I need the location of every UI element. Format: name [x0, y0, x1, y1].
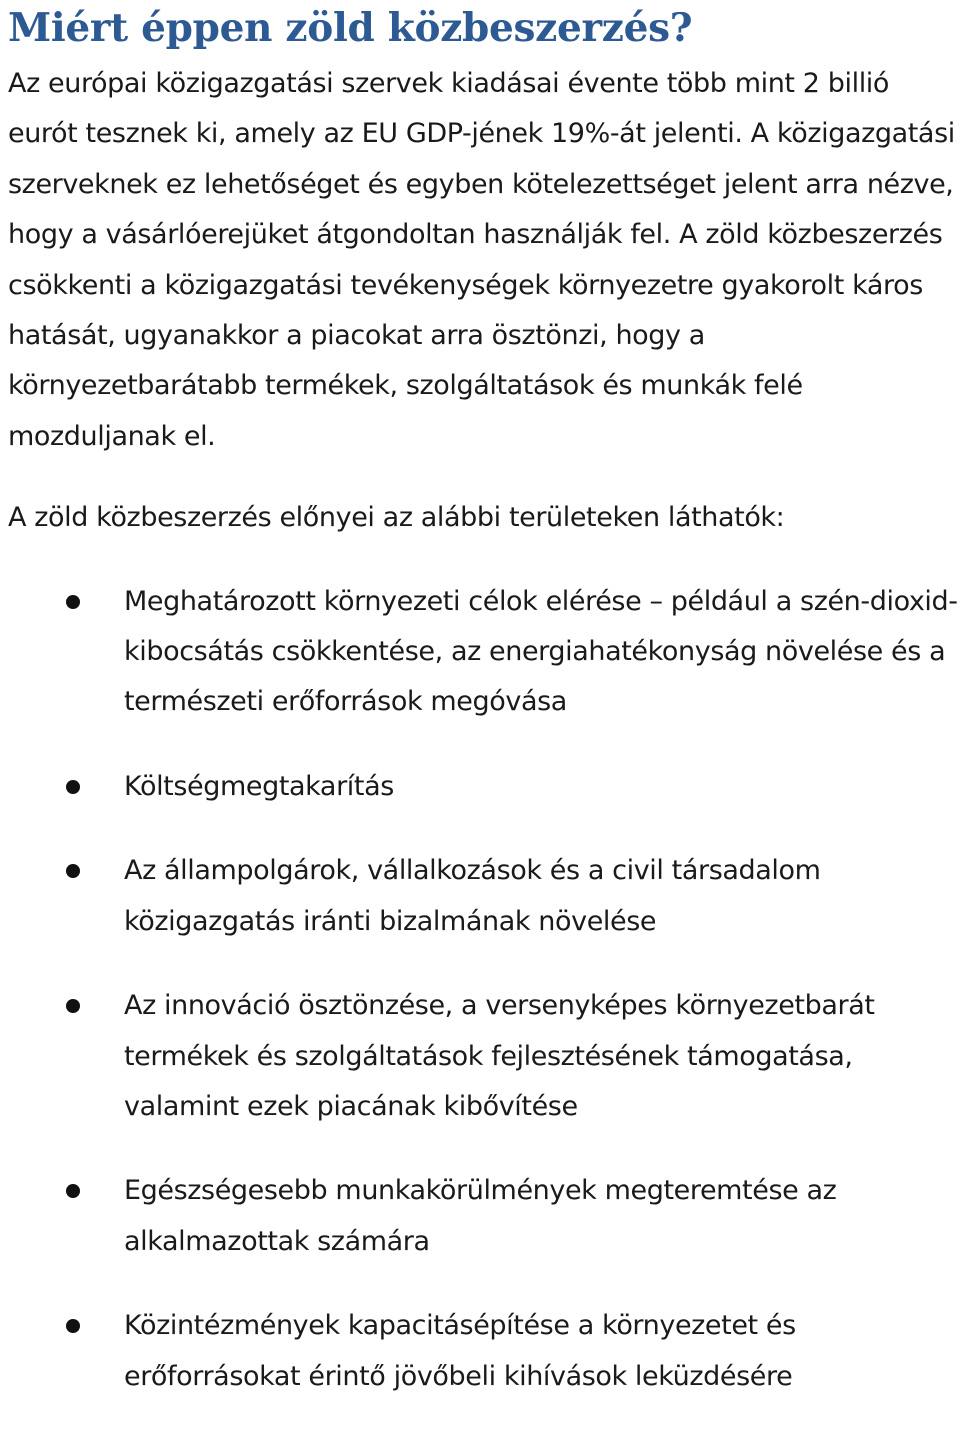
list-item [8, 577, 958, 728]
intro-paragraph: Az európai közigazgatási szervek kiadásai évente több mint 2 billió eurót tesznek ki, amely az EU GDP-jének 19%-át jelenti. A közigazgatási szerveknek ez lehetőséget és egyben kötelezettséget jelent arra nézve, hogy a vásárlóerejüket átgondoltan használják fel. A zöld közbeszerzés csökkenti a közigazgatási tevékenységek környezetre gyakorolt káros hatását, ugyanakkor a piacokat arra ösztönzi, hogy a környezetbarátabb termékek, szolgáltatások és munkák felé mozduljanak el. [8, 68, 955, 452]
list-item [8, 762, 958, 812]
list-item [8, 846, 958, 947]
bullet-icon [66, 1319, 80, 1333]
benefits-lead: A zöld közbeszerzés előnyei az alábbi területeken láthatók: [8, 502, 785, 534]
list-item-text: Meghatározott környezeti célok elérése – például a szén-dioxid-kibocsátás csökkentése, az energiahatékonyság növelése és a természeti erőforrások megóvása [124, 585, 958, 718]
page-title: Miért éppen zöld közbeszerzés? [8, 5, 693, 51]
bullet-icon [66, 864, 80, 878]
list-item [8, 981, 958, 1132]
bullet-icon [66, 780, 80, 794]
document-page [8, 0, 958, 1436]
list-item-text: Költségmegtakarítás [124, 770, 394, 802]
bullet-icon [66, 595, 80, 609]
benefits-list [8, 577, 958, 1402]
list-item-text: Az innováció ösztönzése, a versenyképes környezetbarát termékek és szolgáltatások fejlesztésének támogatása, valamint ezek piacának kibővítése [124, 990, 875, 1122]
list-item-text: Az állampolgárok, vállalkozások és a civil társadalom közigazgatás iránti bizalmának növelése [124, 855, 821, 937]
bullet-icon [66, 999, 80, 1013]
list-item [8, 1166, 958, 1267]
list-item-text: Egészségesebb munkakörülmények megteremtése az alkalmazottak számára [124, 1175, 837, 1257]
bullet-icon [66, 1184, 80, 1198]
list-item-text: Közintézmények kapacitásépítése a környezetet és erőforrásokat érintő jövőbeli kihívások leküzdésére [124, 1310, 796, 1392]
list-item [8, 1301, 958, 1402]
